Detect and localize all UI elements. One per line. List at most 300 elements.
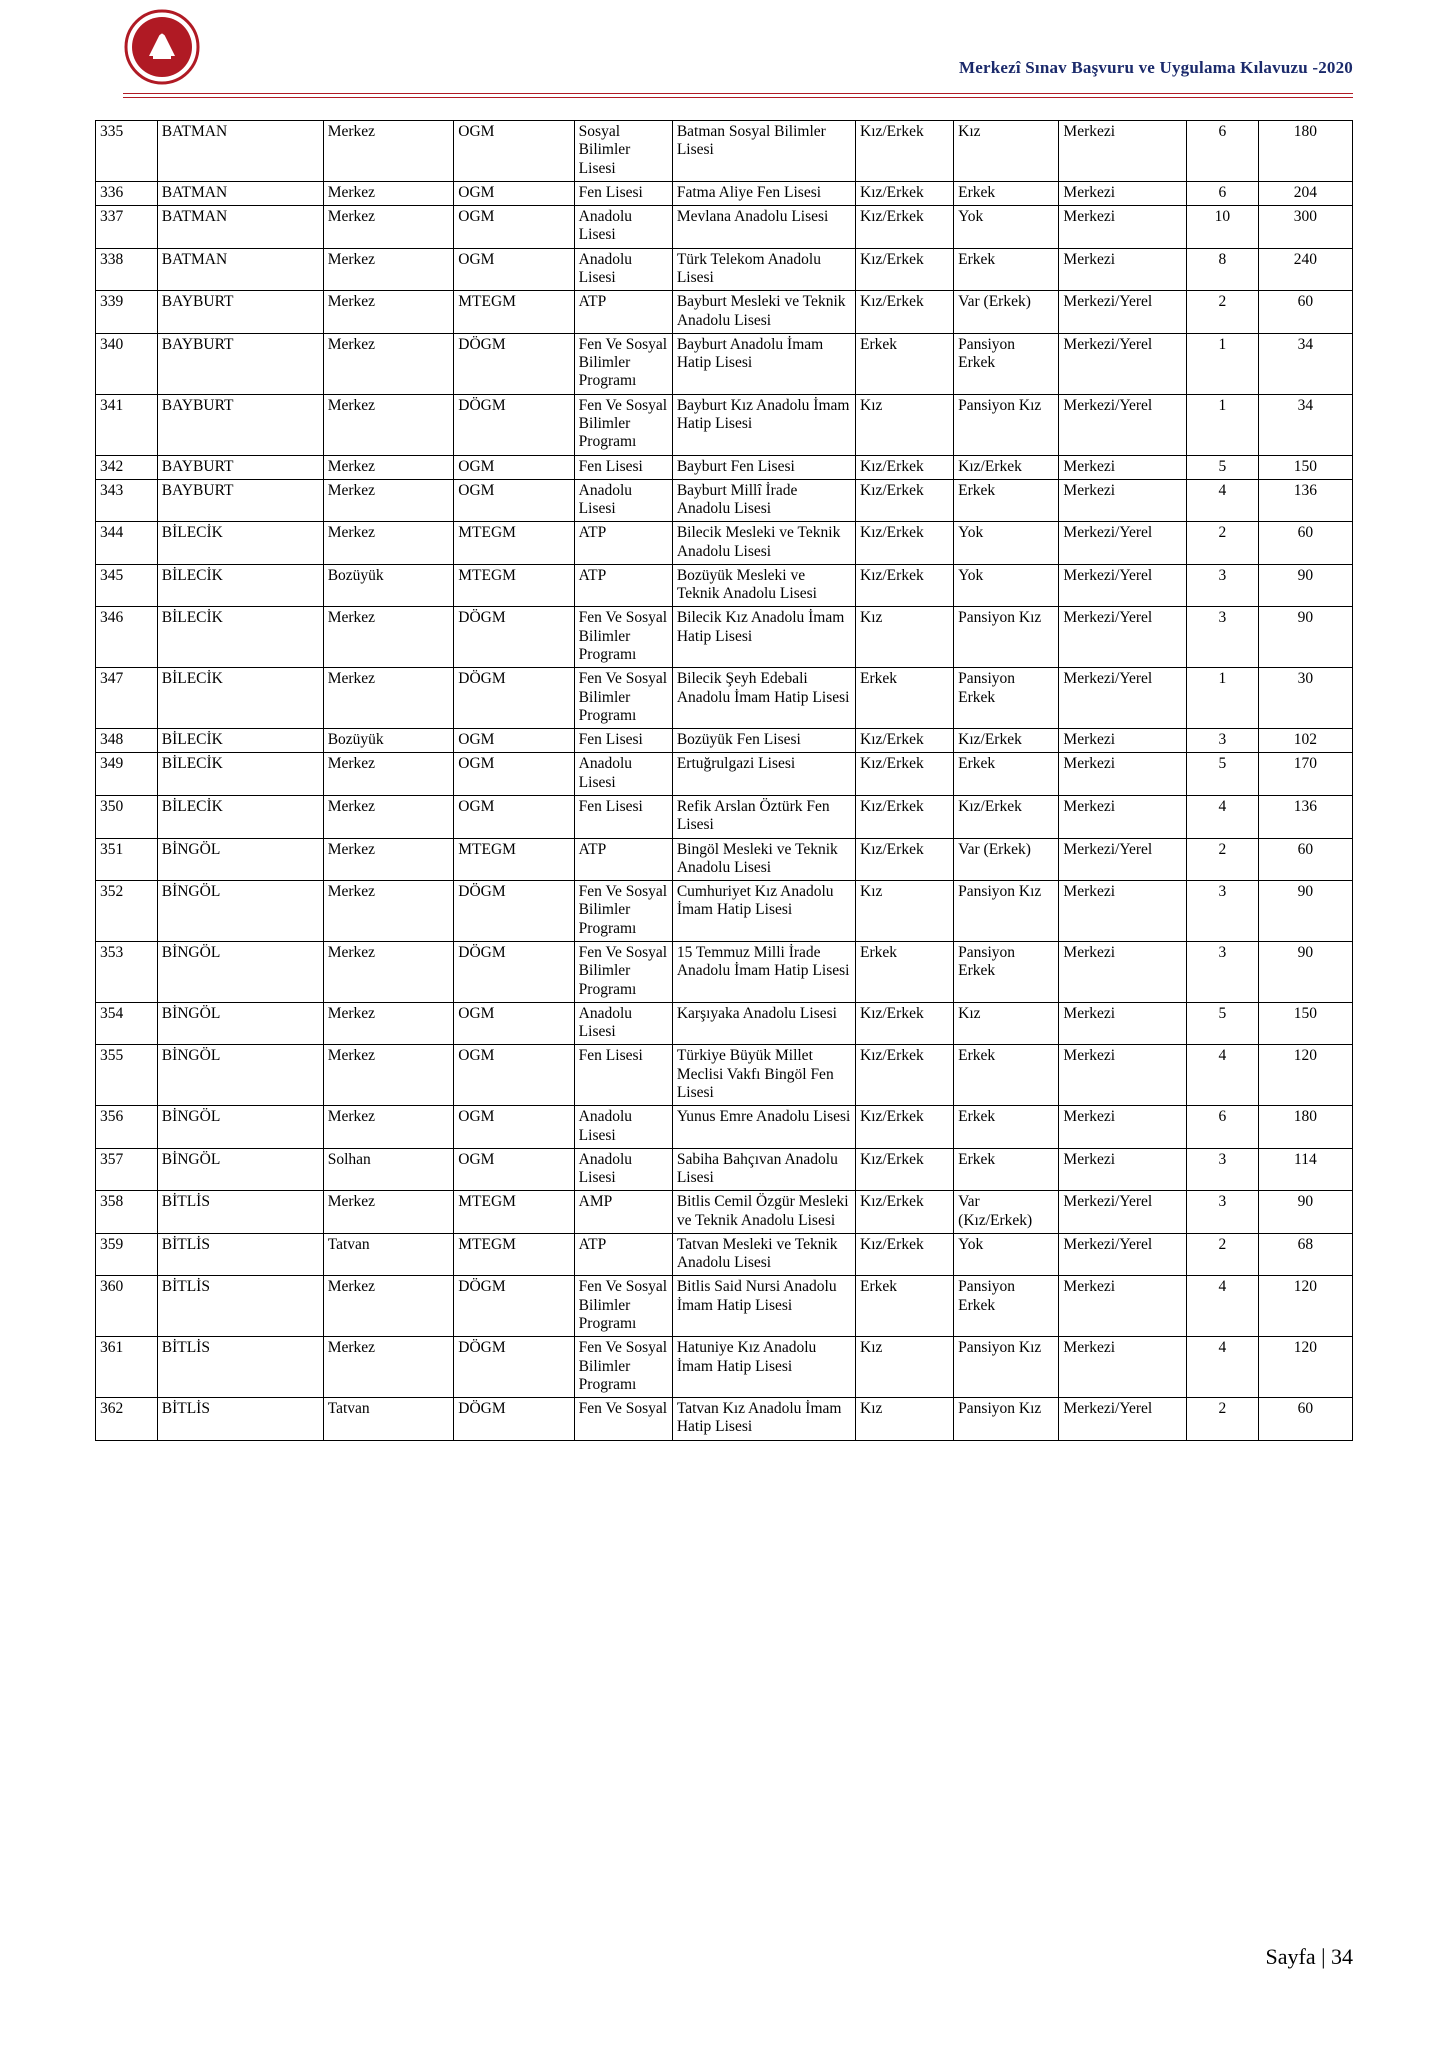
cell-il: BİNGÖL xyxy=(157,881,323,942)
cell-gm: OGM xyxy=(454,1148,574,1191)
cell-ilce: Merkez xyxy=(323,248,454,291)
cell-kont: 2 xyxy=(1186,522,1258,565)
cell-yerlesim: Merkezi xyxy=(1059,1148,1187,1191)
cell-pansiyon: Pansiyon Erkek xyxy=(954,668,1059,729)
cell-yerlesim: Merkezi/Yerel xyxy=(1059,564,1187,607)
cell-gm: OGM xyxy=(454,1002,574,1045)
cell-kont: 3 xyxy=(1186,881,1258,942)
cell-ogrenim: Kız/Erkek xyxy=(856,1191,954,1234)
cell-kont: 3 xyxy=(1186,607,1258,668)
cell-tur: Fen Lisesi xyxy=(574,796,672,839)
cell-ad: Refik Arslan Öztürk Fen Lisesi xyxy=(672,796,855,839)
cell-toplam: 180 xyxy=(1258,121,1352,182)
cell-yerlesim: Merkezi xyxy=(1059,455,1187,479)
cell-ilce: Merkez xyxy=(323,333,454,394)
table-row xyxy=(96,753,1353,796)
cell-gm: OGM xyxy=(454,455,574,479)
cell-yerlesim: Merkezi xyxy=(1059,941,1187,1002)
cell-ad: Bozüyük Fen Lisesi xyxy=(672,729,855,753)
cell-ad: Bayburt Fen Lisesi xyxy=(672,455,855,479)
cell-kont: 2 xyxy=(1186,1398,1258,1441)
cell-ilce: Tatvan xyxy=(323,1233,454,1276)
cell-yerlesim: Merkezi xyxy=(1059,479,1187,522)
cell-ogrenim: Kız/Erkek xyxy=(856,729,954,753)
cell-no: 361 xyxy=(96,1337,158,1398)
cell-kont: 4 xyxy=(1186,1276,1258,1337)
cell-kont: 2 xyxy=(1186,838,1258,881)
cell-gm: MTEGM xyxy=(454,1233,574,1276)
cell-gm: DÖGM xyxy=(454,333,574,394)
cell-yerlesim: Merkezi/Yerel xyxy=(1059,291,1187,334)
cell-tur: Anadolu Lisesi xyxy=(574,753,672,796)
table-row xyxy=(96,668,1353,729)
cell-yerlesim: Merkezi/Yerel xyxy=(1059,394,1187,455)
cell-yerlesim: Merkezi xyxy=(1059,753,1187,796)
cell-kont: 2 xyxy=(1186,291,1258,334)
cell-ilce: Merkez xyxy=(323,1276,454,1337)
cell-il: BAYBURT xyxy=(157,291,323,334)
cell-pansiyon: Kız xyxy=(954,121,1059,182)
cell-tur: ATP xyxy=(574,838,672,881)
cell-yerlesim: Merkezi xyxy=(1059,1106,1187,1149)
cell-yerlesim: Merkezi xyxy=(1059,1337,1187,1398)
table-row xyxy=(96,1191,1353,1234)
cell-tur: Fen Ve Sosyal Bilimler Programı xyxy=(574,394,672,455)
table-row xyxy=(96,248,1353,291)
cell-tur: Anadolu Lisesi xyxy=(574,206,672,249)
cell-tur: Fen Ve Sosyal Bilimler Programı xyxy=(574,333,672,394)
table-row xyxy=(96,1337,1353,1398)
cell-ogrenim: Kız/Erkek xyxy=(856,522,954,565)
cell-kont: 10 xyxy=(1186,206,1258,249)
cell-il: BİTLİS xyxy=(157,1398,323,1441)
cell-pansiyon: Yok xyxy=(954,206,1059,249)
cell-kont: 4 xyxy=(1186,1337,1258,1398)
cell-gm: OGM xyxy=(454,479,574,522)
cell-il: BİNGÖL xyxy=(157,1106,323,1149)
cell-pansiyon: Kız xyxy=(954,1002,1059,1045)
cell-ogrenim: Kız/Erkek xyxy=(856,479,954,522)
cell-ilce: Merkez xyxy=(323,455,454,479)
cell-ad: Türkiye Büyük Millet Meclisi Vakfı Bingöl Fen Lisesi xyxy=(672,1045,855,1106)
cell-pansiyon: Erkek xyxy=(954,479,1059,522)
cell-yerlesim: Merkezi/Yerel xyxy=(1059,668,1187,729)
cell-pansiyon: Erkek xyxy=(954,1106,1059,1149)
cell-tur: Fen Ve Sosyal Bilimler Programı xyxy=(574,607,672,668)
cell-ilce: Bozüyük xyxy=(323,564,454,607)
cell-yerlesim: Merkezi xyxy=(1059,1002,1187,1045)
cell-no: 352 xyxy=(96,881,158,942)
cell-no: 357 xyxy=(96,1148,158,1191)
table-row xyxy=(96,881,1353,942)
cell-pansiyon: Var (Erkek) xyxy=(954,291,1059,334)
cell-gm: OGM xyxy=(454,729,574,753)
cell-ogrenim: Kız/Erkek xyxy=(856,838,954,881)
cell-pansiyon: Pansiyon Kız xyxy=(954,1398,1059,1441)
header-divider xyxy=(123,93,1353,98)
cell-kont: 5 xyxy=(1186,753,1258,796)
cell-tur: Fen Ve Sosyal Bilimler Programı xyxy=(574,1337,672,1398)
cell-pansiyon: Yok xyxy=(954,522,1059,565)
cell-no: 338 xyxy=(96,248,158,291)
cell-ogrenim: Erkek xyxy=(856,668,954,729)
cell-ad: Bingöl Mesleki ve Teknik Anadolu Lisesi xyxy=(672,838,855,881)
cell-il: BİNGÖL xyxy=(157,1002,323,1045)
cell-no: 340 xyxy=(96,333,158,394)
cell-yerlesim: Merkezi/Yerel xyxy=(1059,838,1187,881)
cell-gm: OGM xyxy=(454,1106,574,1149)
cell-pansiyon: Erkek xyxy=(954,1045,1059,1106)
meb-logo-icon xyxy=(123,8,201,86)
cell-kont: 6 xyxy=(1186,1106,1258,1149)
cell-gm: OGM xyxy=(454,181,574,205)
cell-ilce: Merkez xyxy=(323,1045,454,1106)
cell-ad: Bozüyük Mesleki ve Teknik Anadolu Lisesi xyxy=(672,564,855,607)
cell-ilce: Merkez xyxy=(323,838,454,881)
cell-ilce: Merkez xyxy=(323,1106,454,1149)
cell-yerlesim: Merkezi xyxy=(1059,796,1187,839)
cell-kont: 4 xyxy=(1186,1045,1258,1106)
cell-il: BİNGÖL xyxy=(157,1148,323,1191)
cell-gm: DÖGM xyxy=(454,607,574,668)
cell-gm: DÖGM xyxy=(454,1276,574,1337)
cell-tur: ATP xyxy=(574,1233,672,1276)
cell-ad: 15 Temmuz Milli İrade Anadolu İmam Hatip Lisesi xyxy=(672,941,855,1002)
cell-no: 336 xyxy=(96,181,158,205)
cell-ad: Bayburt Mesleki ve Teknik Anadolu Lisesi xyxy=(672,291,855,334)
cell-tur: Anadolu Lisesi xyxy=(574,1148,672,1191)
table-row xyxy=(96,394,1353,455)
cell-gm: DÖGM xyxy=(454,394,574,455)
cell-tur: Sosyal Bilimler Lisesi xyxy=(574,121,672,182)
schools-table-body xyxy=(96,121,1353,1441)
cell-ad: Bilecik Mesleki ve Teknik Anadolu Lisesi xyxy=(672,522,855,565)
cell-il: BİLECİK xyxy=(157,729,323,753)
cell-no: 337 xyxy=(96,206,158,249)
cell-toplam: 68 xyxy=(1258,1233,1352,1276)
cell-ad: Mevlana Anadolu Lisesi xyxy=(672,206,855,249)
cell-pansiyon: Erkek xyxy=(954,181,1059,205)
cell-toplam: 90 xyxy=(1258,564,1352,607)
cell-kont: 1 xyxy=(1186,333,1258,394)
cell-toplam: 300 xyxy=(1258,206,1352,249)
cell-no: 351 xyxy=(96,838,158,881)
table-row xyxy=(96,1106,1353,1149)
cell-no: 342 xyxy=(96,455,158,479)
cell-toplam: 136 xyxy=(1258,479,1352,522)
cell-tur: ATP xyxy=(574,291,672,334)
cell-il: BİNGÖL xyxy=(157,838,323,881)
cell-pansiyon: Yok xyxy=(954,1233,1059,1276)
cell-ogrenim: Kız/Erkek xyxy=(856,121,954,182)
table-row xyxy=(96,838,1353,881)
table-row xyxy=(96,1002,1353,1045)
cell-pansiyon: Pansiyon Erkek xyxy=(954,941,1059,1002)
table-row xyxy=(96,1233,1353,1276)
cell-ad: Hatuniye Kız Anadolu İmam Hatip Lisesi xyxy=(672,1337,855,1398)
cell-gm: MTEGM xyxy=(454,838,574,881)
cell-tur: Fen Ve Sosyal Bilimler Programı xyxy=(574,881,672,942)
cell-pansiyon: Pansiyon Kız xyxy=(954,394,1059,455)
cell-il: BİLECİK xyxy=(157,796,323,839)
cell-toplam: 90 xyxy=(1258,1191,1352,1234)
cell-pansiyon: Pansiyon Erkek xyxy=(954,333,1059,394)
cell-ogrenim: Kız/Erkek xyxy=(856,248,954,291)
cell-yerlesim: Merkezi xyxy=(1059,206,1187,249)
cell-pansiyon: Erkek xyxy=(954,753,1059,796)
cell-no: 343 xyxy=(96,479,158,522)
cell-kont: 3 xyxy=(1186,941,1258,1002)
cell-gm: MTEGM xyxy=(454,564,574,607)
cell-kont: 1 xyxy=(1186,668,1258,729)
cell-toplam: 60 xyxy=(1258,838,1352,881)
cell-ilce: Merkez xyxy=(323,206,454,249)
cell-kont: 4 xyxy=(1186,479,1258,522)
cell-pansiyon: Kız/Erkek xyxy=(954,796,1059,839)
cell-ogrenim: Kız/Erkek xyxy=(856,564,954,607)
table-row xyxy=(96,941,1353,1002)
cell-no: 354 xyxy=(96,1002,158,1045)
cell-tur: Fen Ve Sosyal Bilimler Programı xyxy=(574,1276,672,1337)
cell-ad: Bilecik Şeyh Edebali Anadolu İmam Hatip Lisesi xyxy=(672,668,855,729)
cell-il: BAYBURT xyxy=(157,394,323,455)
cell-toplam: 114 xyxy=(1258,1148,1352,1191)
cell-no: 356 xyxy=(96,1106,158,1149)
cell-ogrenim: Kız/Erkek xyxy=(856,796,954,839)
cell-il: BİTLİS xyxy=(157,1276,323,1337)
cell-ogrenim: Kız/Erkek xyxy=(856,291,954,334)
cell-yerlesim: Merkezi xyxy=(1059,881,1187,942)
cell-kont: 4 xyxy=(1186,796,1258,839)
cell-il: BİLECİK xyxy=(157,564,323,607)
cell-kont: 6 xyxy=(1186,181,1258,205)
cell-pansiyon: Var (Erkek) xyxy=(954,838,1059,881)
cell-gm: OGM xyxy=(454,248,574,291)
cell-kont: 8 xyxy=(1186,248,1258,291)
cell-ad: Cumhuriyet Kız Anadolu İmam Hatip Lisesi xyxy=(672,881,855,942)
cell-no: 339 xyxy=(96,291,158,334)
cell-ad: Karşıyaka Anadolu Lisesi xyxy=(672,1002,855,1045)
cell-pansiyon: Erkek xyxy=(954,1148,1059,1191)
cell-no: 353 xyxy=(96,941,158,1002)
cell-ad: Bayburt Anadolu İmam Hatip Lisesi xyxy=(672,333,855,394)
cell-ilce: Merkez xyxy=(323,1002,454,1045)
cell-gm: MTEGM xyxy=(454,522,574,565)
cell-ad: Bayburt Kız Anadolu İmam Hatip Lisesi xyxy=(672,394,855,455)
cell-tur: Anadolu Lisesi xyxy=(574,1106,672,1149)
cell-toplam: 136 xyxy=(1258,796,1352,839)
cell-kont: 5 xyxy=(1186,1002,1258,1045)
cell-ad: Sabiha Bahçıvan Anadolu Lisesi xyxy=(672,1148,855,1191)
page-footer: Sayfa | 34 xyxy=(1265,1944,1353,1969)
cell-il: BATMAN xyxy=(157,248,323,291)
cell-ad: Bitlis Said Nursi Anadolu İmam Hatip Lisesi xyxy=(672,1276,855,1337)
cell-pansiyon: Pansiyon Kız xyxy=(954,881,1059,942)
cell-il: BİLECİK xyxy=(157,668,323,729)
cell-toplam: 90 xyxy=(1258,881,1352,942)
cell-ilce: Merkez xyxy=(323,941,454,1002)
cell-ogrenim: Kız/Erkek xyxy=(856,1233,954,1276)
table-row xyxy=(96,291,1353,334)
cell-no: 346 xyxy=(96,607,158,668)
cell-ad: Bayburt Millî İrade Anadolu Lisesi xyxy=(672,479,855,522)
cell-ogrenim: Kız/Erkek xyxy=(856,1045,954,1106)
cell-toplam: 102 xyxy=(1258,729,1352,753)
cell-ogrenim: Erkek xyxy=(856,1276,954,1337)
cell-no: 349 xyxy=(96,753,158,796)
table-row xyxy=(96,455,1353,479)
cell-ad: Fatma Aliye Fen Lisesi xyxy=(672,181,855,205)
table-row xyxy=(96,796,1353,839)
cell-gm: OGM xyxy=(454,753,574,796)
cell-tur: Fen Ve Sosyal Bilimler Programı xyxy=(574,941,672,1002)
cell-ilce: Merkez xyxy=(323,753,454,796)
cell-ilce: Merkez xyxy=(323,291,454,334)
cell-il: BAYBURT xyxy=(157,455,323,479)
cell-no: 348 xyxy=(96,729,158,753)
cell-ad: Batman Sosyal Bilimler Lisesi xyxy=(672,121,855,182)
cell-ilce: Merkez xyxy=(323,881,454,942)
cell-il: BİNGÖL xyxy=(157,941,323,1002)
cell-tur: Anadolu Lisesi xyxy=(574,1002,672,1045)
cell-ilce: Merkez xyxy=(323,394,454,455)
cell-ogrenim: Kız/Erkek xyxy=(856,1002,954,1045)
cell-tur: Anadolu Lisesi xyxy=(574,479,672,522)
cell-ogrenim: Erkek xyxy=(856,333,954,394)
cell-ilce: Merkez xyxy=(323,1337,454,1398)
cell-toplam: 150 xyxy=(1258,455,1352,479)
cell-tur: Fen Lisesi xyxy=(574,455,672,479)
cell-ilce: Merkez xyxy=(323,522,454,565)
cell-il: BAYBURT xyxy=(157,333,323,394)
cell-ad: Bitlis Cemil Özgür Mesleki ve Teknik Anadolu Lisesi xyxy=(672,1191,855,1234)
cell-ad: Ertuğrulgazi Lisesi xyxy=(672,753,855,796)
cell-no: 345 xyxy=(96,564,158,607)
cell-ogrenim: Erkek xyxy=(856,941,954,1002)
cell-yerlesim: Merkezi xyxy=(1059,181,1187,205)
cell-ogrenim: Kız xyxy=(856,394,954,455)
cell-ad: Tatvan Kız Anadolu İmam Hatip Lisesi xyxy=(672,1398,855,1441)
cell-ilce: Bozüyük xyxy=(323,729,454,753)
cell-il: BATMAN xyxy=(157,121,323,182)
cell-toplam: 90 xyxy=(1258,941,1352,1002)
cell-yerlesim: Merkezi xyxy=(1059,1276,1187,1337)
table-row xyxy=(96,181,1353,205)
cell-gm: DÖGM xyxy=(454,1337,574,1398)
cell-il: BİNGÖL xyxy=(157,1045,323,1106)
cell-toplam: 120 xyxy=(1258,1337,1352,1398)
cell-toplam: 170 xyxy=(1258,753,1352,796)
cell-no: 358 xyxy=(96,1191,158,1234)
cell-toplam: 90 xyxy=(1258,607,1352,668)
cell-il: BAYBURT xyxy=(157,479,323,522)
cell-toplam: 60 xyxy=(1258,291,1352,334)
cell-ad: Bilecik Kız Anadolu İmam Hatip Lisesi xyxy=(672,607,855,668)
cell-ad: Tatvan Mesleki ve Teknik Anadolu Lisesi xyxy=(672,1233,855,1276)
cell-ogrenim: Kız/Erkek xyxy=(856,1106,954,1149)
cell-gm: OGM xyxy=(454,206,574,249)
cell-tur: Fen Lisesi xyxy=(574,181,672,205)
table-row xyxy=(96,206,1353,249)
cell-toplam: 34 xyxy=(1258,394,1352,455)
cell-no: 347 xyxy=(96,668,158,729)
table-row xyxy=(96,1276,1353,1337)
table-row xyxy=(96,1148,1353,1191)
cell-tur: ATP xyxy=(574,522,672,565)
cell-il: BİLECİK xyxy=(157,522,323,565)
cell-il: BİTLİS xyxy=(157,1337,323,1398)
cell-toplam: 150 xyxy=(1258,1002,1352,1045)
cell-no: 355 xyxy=(96,1045,158,1106)
cell-kont: 3 xyxy=(1186,1191,1258,1234)
cell-gm: DÖGM xyxy=(454,1398,574,1441)
cell-ad: Türk Telekom Anadolu Lisesi xyxy=(672,248,855,291)
cell-yerlesim: Merkezi/Yerel xyxy=(1059,1398,1187,1441)
cell-pansiyon: Erkek xyxy=(954,248,1059,291)
cell-ilce: Tatvan xyxy=(323,1398,454,1441)
cell-ogrenim: Kız xyxy=(856,607,954,668)
cell-ilce: Merkez xyxy=(323,121,454,182)
cell-gm: DÖGM xyxy=(454,941,574,1002)
cell-toplam: 120 xyxy=(1258,1276,1352,1337)
cell-yerlesim: Merkezi xyxy=(1059,121,1187,182)
cell-il: BİLECİK xyxy=(157,607,323,668)
cell-toplam: 60 xyxy=(1258,1398,1352,1441)
cell-toplam: 60 xyxy=(1258,522,1352,565)
cell-tur: Fen Lisesi xyxy=(574,1045,672,1106)
cell-pansiyon: Var (Kız/Erkek) xyxy=(954,1191,1059,1234)
cell-il: BİTLİS xyxy=(157,1191,323,1234)
cell-no: 359 xyxy=(96,1233,158,1276)
cell-pansiyon: Pansiyon Kız xyxy=(954,607,1059,668)
cell-gm: OGM xyxy=(454,796,574,839)
cell-pansiyon: Pansiyon Erkek xyxy=(954,1276,1059,1337)
cell-no: 341 xyxy=(96,394,158,455)
cell-kont: 3 xyxy=(1186,564,1258,607)
cell-toplam: 240 xyxy=(1258,248,1352,291)
cell-il: BATMAN xyxy=(157,206,323,249)
cell-yerlesim: Merkezi xyxy=(1059,729,1187,753)
cell-toplam: 34 xyxy=(1258,333,1352,394)
page-header xyxy=(95,0,1353,110)
table-row xyxy=(96,729,1353,753)
cell-ogrenim: Kız xyxy=(856,1398,954,1441)
header-title: Merkezî Sınav Başvuru ve Uygulama Kılavuzu -2020 xyxy=(959,58,1353,77)
cell-kont: 3 xyxy=(1186,729,1258,753)
cell-yerlesim: Merkezi xyxy=(1059,248,1187,291)
cell-kont: 5 xyxy=(1186,455,1258,479)
cell-kont: 6 xyxy=(1186,121,1258,182)
table-row xyxy=(96,1398,1353,1441)
cell-ilce: Merkez xyxy=(323,607,454,668)
cell-no: 350 xyxy=(96,796,158,839)
cell-no: 362 xyxy=(96,1398,158,1441)
cell-il: BİLECİK xyxy=(157,753,323,796)
table-row xyxy=(96,564,1353,607)
table-row xyxy=(96,607,1353,668)
cell-yerlesim: Merkezi/Yerel xyxy=(1059,1233,1187,1276)
table-row xyxy=(96,479,1353,522)
cell-tur: Fen Ve Sosyal xyxy=(574,1398,672,1441)
cell-toplam: 204 xyxy=(1258,181,1352,205)
cell-tur: Fen Ve Sosyal Bilimler Programı xyxy=(574,668,672,729)
table-row xyxy=(96,1045,1353,1106)
cell-yerlesim: Merkezi/Yerel xyxy=(1059,333,1187,394)
cell-ilce: Merkez xyxy=(323,1191,454,1234)
cell-ogrenim: Kız/Erkek xyxy=(856,455,954,479)
cell-tur: ATP xyxy=(574,564,672,607)
cell-toplam: 30 xyxy=(1258,668,1352,729)
